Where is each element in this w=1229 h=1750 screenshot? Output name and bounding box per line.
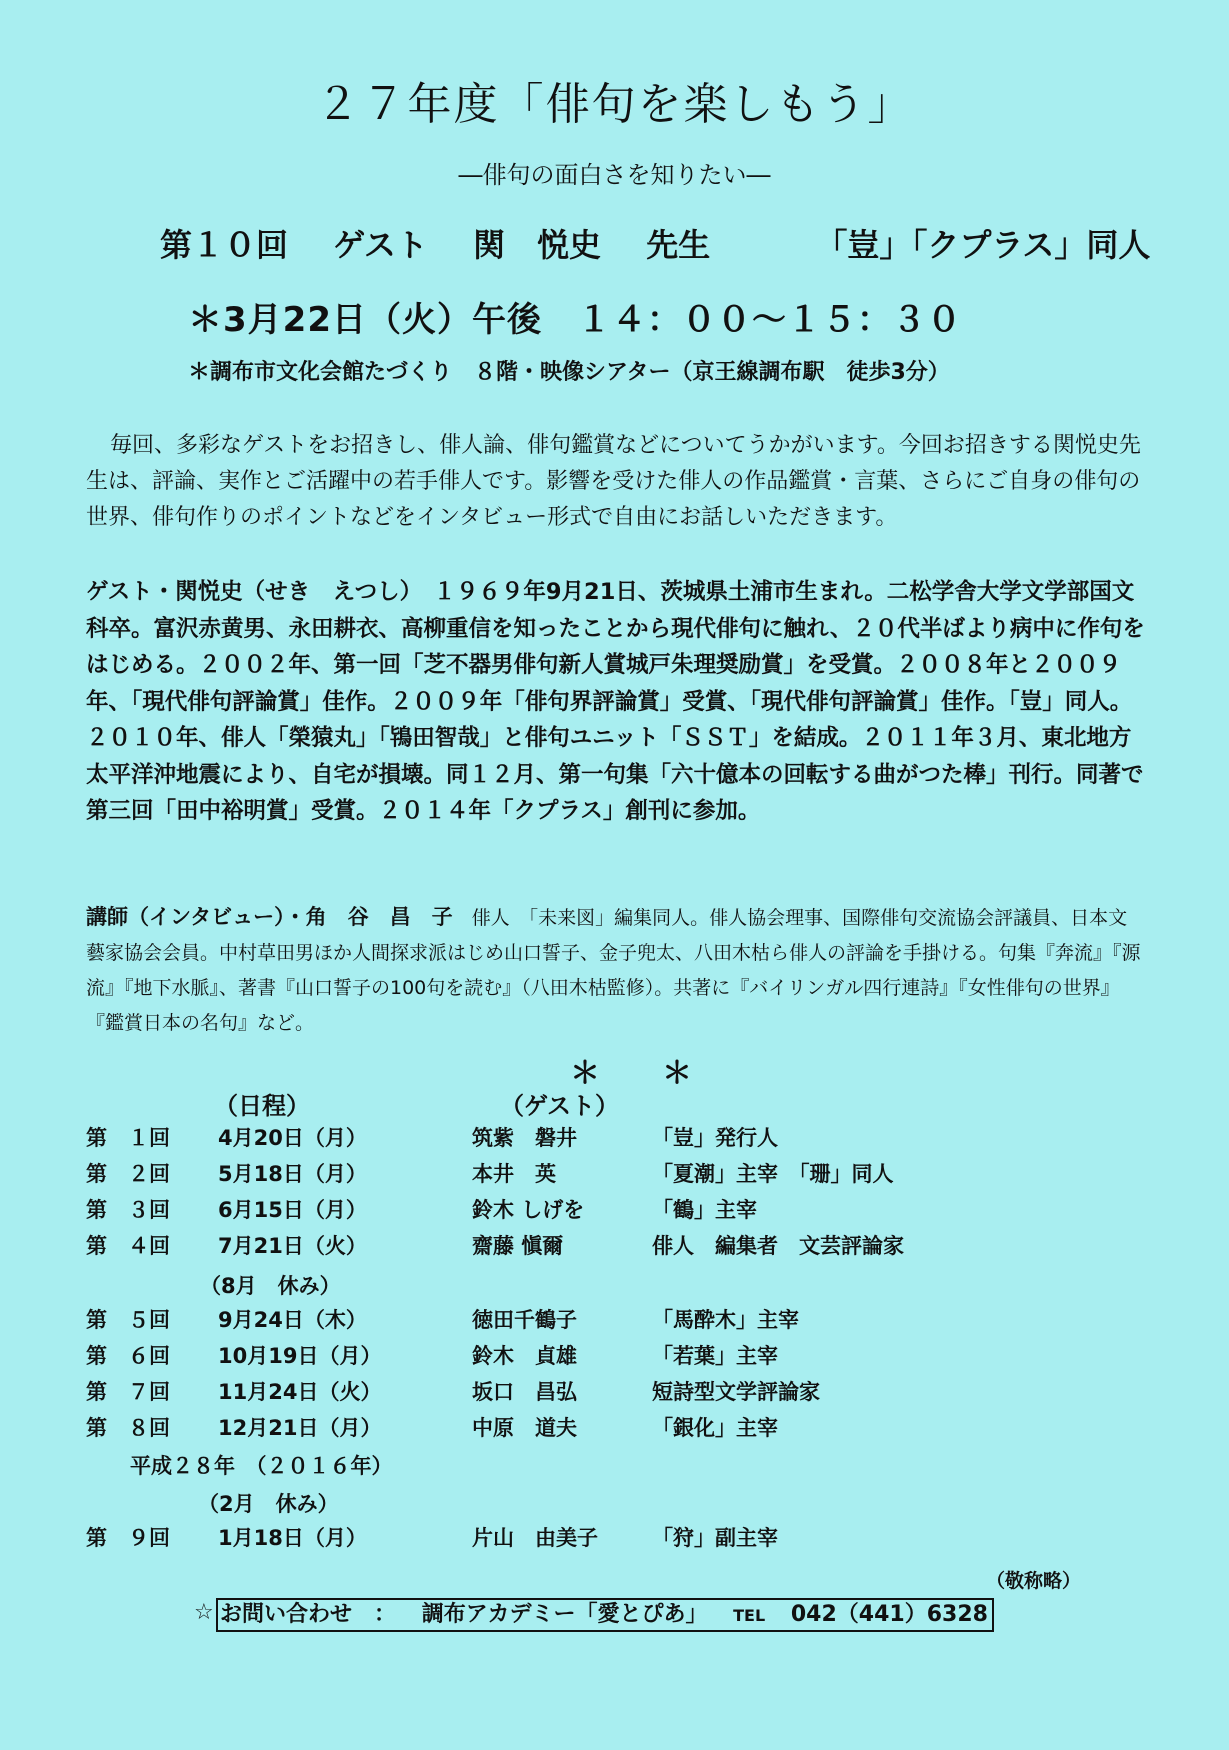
schedule-row-no: 第 ３回: [86, 1198, 170, 1222]
schedule-header-guest: （ゲスト）: [500, 1092, 620, 1120]
schedule-row-date: 11月24日（火）: [218, 1380, 382, 1404]
event-venue: ＊調布市文化会館たづくり ８階・映像シアター（京王線調布駅 徒歩3分）: [188, 360, 950, 385]
guest-name: 関 悦史: [473, 226, 602, 264]
schedule-row-date: 1月18日（月）: [218, 1526, 367, 1550]
lecturer-paragraph: [86, 900, 1146, 1041]
lecturer-bio: 俳人 「未来図」編集同人。俳人協会理事、国際俳句交流協会評議員、日本文藝家協会会員。中村草田男ほか人間探求派はじめ山口誓子、金子兜太、八田木枯ら俳人の評論を手掛ける。句集『奔流』『源流』『地下水脈』、著書『山口誓子の100句を読む』（八田木枯監修）。共著に『バイリンガル四行連詩』『女性俳句の世界』『鑑賞日本の名句』など。: [86, 907, 1141, 1034]
star-icon: ☆: [194, 1600, 214, 1625]
guest-label: ゲスト: [333, 226, 428, 264]
session-header: [160, 220, 1150, 266]
schedule-row-no: 第 ４回: [86, 1234, 170, 1258]
schedule-row-affiliation: 「豈」発行人: [652, 1126, 778, 1150]
guest-honorific: 先生: [646, 226, 711, 264]
schedule-row-no: 第 ５回: [86, 1308, 170, 1332]
contact-phone: 042（441）6328: [790, 1602, 988, 1627]
schedule-row-no: 第 ６回: [86, 1344, 170, 1368]
schedule-row-date: 6月15日（月）: [218, 1198, 367, 1222]
schedule-row-guest: 坂口 昌弘: [472, 1380, 577, 1404]
schedule-row-date: 12月21日（月）: [218, 1416, 382, 1440]
schedule-row-affiliation: 「狩」副主宰: [652, 1526, 778, 1550]
schedule-row-affiliation: 「銀化」主宰: [652, 1416, 778, 1440]
schedule-row-affiliation: 「若葉」主宰: [652, 1344, 778, 1368]
page-title: ２７年度「俳句を楽しもう」: [315, 79, 914, 130]
schedule-row-guest: 鈴木 しげを: [472, 1198, 585, 1222]
lecturer-name: 講師（インタビュー）・角 谷 昌 子: [86, 905, 453, 929]
schedule-row-date: 5月18日（月）: [218, 1162, 367, 1186]
schedule-row-date: 9月24日（木）: [218, 1308, 367, 1332]
session-number: 第１０回: [160, 226, 289, 264]
contact-box: [216, 1598, 994, 1632]
schedule-row-affiliation: 「鶴」主宰: [652, 1198, 757, 1222]
schedule-row-guest: 徳田千鶴子: [472, 1308, 577, 1332]
schedule-note-year: 平成２８年 （２０１６年）: [130, 1454, 393, 1478]
schedule-row-no: 第 ２回: [86, 1162, 170, 1186]
schedule-row-guest: 中原 道夫: [472, 1416, 577, 1440]
honorifics-omitted-note: （敬称略）: [986, 1570, 1082, 1592]
schedule-header-date: （日程）: [214, 1092, 310, 1120]
phone-icon: TEL: [733, 1606, 766, 1625]
schedule-note-february: （2月 休み）: [198, 1492, 339, 1516]
intro-paragraph: 毎回、多彩なゲストをお招きし、俳人論、俳句鑑賞などについてうかがいます。今回お招きする関悦史先生は、評論、実作とご活躍中の若手俳人です。影響を受けた俳人の作品鑑賞・言葉、さらにご自身の俳句の世界、俳句作りのポイントなどをインタビュー形式で自由にお話しいただきます。: [86, 433, 1141, 530]
schedule-row-affiliation: 「馬酔木」主宰: [652, 1308, 799, 1332]
schedule-row-guest: 片山 由美子: [472, 1526, 598, 1550]
schedule-row-no: 第 ９回: [86, 1526, 170, 1550]
event-datetime: ＊3月22日（火）午後 １４：００～１５：３０: [188, 300, 962, 340]
schedule-row-date: 4月20日（月）: [218, 1126, 367, 1150]
schedule-row-affiliation: 短詩型文学評論家: [652, 1380, 820, 1404]
schedule-row-affiliation: 俳人 編集者 文芸評論家: [652, 1234, 904, 1258]
schedule-row-guest: 筑紫 磐井: [472, 1126, 577, 1150]
schedule-row-no: 第 ８回: [86, 1416, 170, 1440]
schedule-row-date: 10月19日（月）: [218, 1344, 382, 1368]
section-separator: ＊＊: [570, 1056, 754, 1091]
schedule-row-date: 7月21日（火）: [218, 1234, 367, 1258]
schedule-note-august: （8月 休み）: [200, 1274, 341, 1298]
schedule-row-guest: 本井 英: [472, 1162, 556, 1186]
guest-affiliation: 「豈」「クプラス」同人: [815, 226, 1151, 264]
guest-profile-paragraph: ゲスト・関悦史（せき えつし） １９６９年9月21日、茨城県土浦市生まれ。二松学舎大学文学部国文科卒。富沢赤黄男、永田耕衣、高柳重信を知ったことから現代俳句に触れ、２０代半ばより病中に作句をはじめる。２００２年、第一回「芝不器男俳句新人賞城戸朱理奨励賞」を受賞。２００８年と２００９年、「現代俳句評論賞」佳作。２００９年「俳句界評論賞」受賞、「現代俳句評論賞」佳作。「豈」同人。２０１０年、俳人「榮猿丸」「鴇田智哉」と俳句ユニット「ＳＳＴ」を結成。２０１１年３月、東北地方太平洋沖地震により、自宅が損壊。同１２月、第一句集「六十億本の回転する曲がつた棒」刊行。同著で第三回「田中裕明賞」受賞。２０１４年「クプラス」創刊に参加。: [86, 579, 1145, 824]
schedule-row-guest: 鈴木 貞雄: [472, 1344, 577, 1368]
subtitle: ―俳句の面白さを知りたい―: [458, 161, 771, 189]
schedule-row-no: 第 １回: [86, 1126, 170, 1150]
schedule-row-no: 第 ７回: [86, 1380, 170, 1404]
schedule-row-guest: 齋藤 愼爾: [472, 1234, 564, 1258]
schedule-row-affiliation: 「夏潮」主宰 「珊」同人: [652, 1162, 894, 1186]
contact-organization: 調布アカデミー「愛とぴあ」: [421, 1602, 708, 1627]
contact-label: お問い合わせ ：: [220, 1602, 397, 1627]
